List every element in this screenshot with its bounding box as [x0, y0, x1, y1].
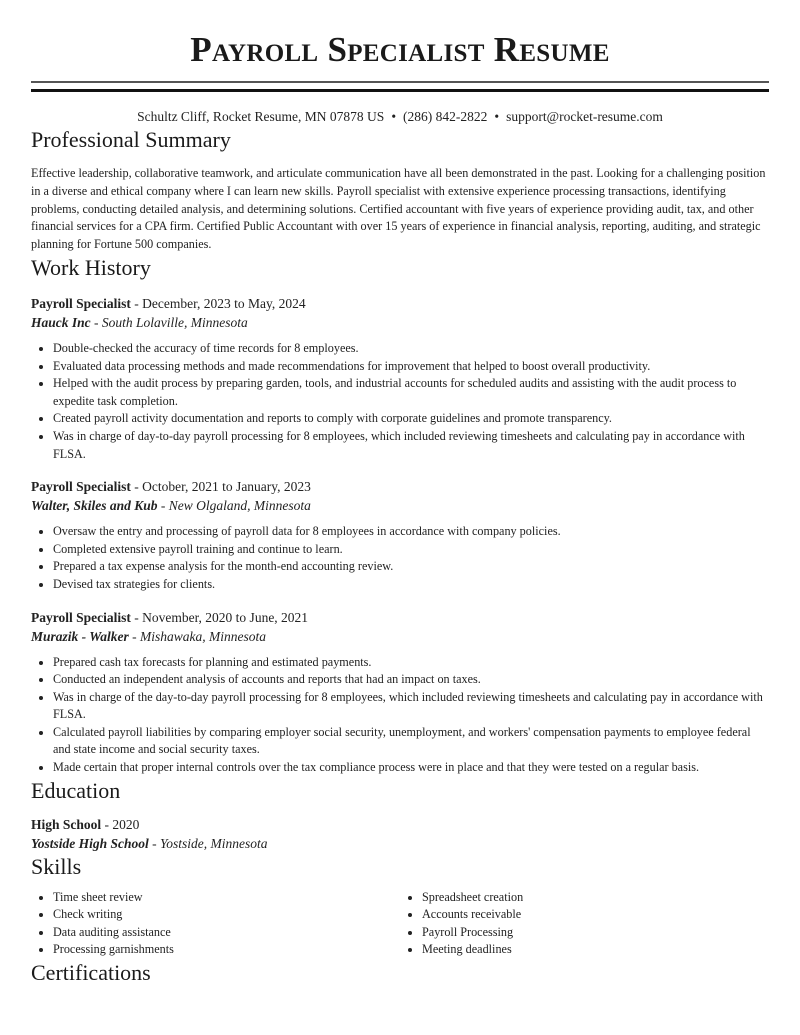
separator-dot: •	[494, 109, 500, 124]
section-heading-work-history: Work History	[31, 254, 151, 280]
section-heading-summary: Professional Summary	[31, 127, 231, 152]
skill-item: • Check writing	[53, 906, 400, 924]
job-dates: - December, 2023 to May, 2024	[130, 295, 306, 311]
skills-column-left	[31, 889, 400, 959]
skill-item: • Time sheet review	[53, 889, 400, 907]
job-entry	[31, 608, 769, 777]
list-item: • Completed extensive payroll training and continue to learn.	[53, 541, 769, 559]
job-entry	[31, 477, 769, 593]
section-heading-certifications: Certifications	[31, 960, 151, 986]
list-item: • Prepared a tax expense analysis for the month-end accounting review.	[53, 558, 769, 576]
skill-item: • Meeting deadlines	[422, 941, 769, 959]
list-item: • Double-checked the accuracy of time records for 8 employees.	[53, 340, 769, 358]
skills-column-right	[400, 889, 769, 959]
education-school: Yostside High School	[31, 835, 149, 851]
title-divider	[31, 81, 769, 92]
skill-item: • Spreadsheet creation	[422, 889, 769, 907]
job-bullets	[31, 654, 769, 777]
job-title: Payroll Specialist	[31, 609, 131, 625]
job-entry	[31, 294, 769, 463]
education-school-line	[31, 834, 769, 853]
job-title-line	[31, 477, 769, 496]
skill-item: • Accounts receivable	[422, 906, 769, 924]
summary-text: Effective leadership, collaborative teamwork, and articulate communication have all been demonstrated in the past. Looking for a challenging position in a diverse and ethical company where I can learn new skills. Payroll specialist with extensive experience processing transactions, identifying problems, conducting detailed analysis, and determining solutions. Certified accountant with five years of experience providing audit, tax, and other financial services for a CPA firm. Certified Public Accountant with over 15 years of experience in financial analysis, reporting, auditing, and strategic planning for Fortune 500 companies.	[31, 166, 766, 252]
education-entry	[31, 815, 769, 853]
job-bullets	[31, 340, 769, 463]
list-item: • Devised tax strategies for clients.	[53, 576, 769, 594]
job-company: Hauck Inc	[31, 314, 91, 330]
job-company: Murazik - Walker	[31, 628, 129, 644]
skills-list	[31, 889, 769, 959]
job-company-line	[31, 313, 769, 332]
list-item: • Oversaw the entry and processing of payroll data for 8 employees in accordance with company policies.	[53, 523, 769, 541]
education-year: - 2020	[101, 816, 140, 832]
contact-email: support@rocket-resume.com	[506, 109, 663, 124]
list-item: • Made certain that proper internal controls over the tax compliance process were in place and that they were tested on a regular basis.	[53, 759, 769, 777]
job-company-line	[31, 496, 769, 515]
skill-item: • Data auditing assistance	[53, 924, 400, 942]
list-item: • Prepared cash tax forecasts for planning and estimated payments.	[53, 654, 769, 672]
contact-phone: (286) 842-2822	[403, 109, 488, 124]
education-degree: High School	[31, 816, 102, 832]
contact-line	[31, 108, 769, 126]
contact-address: Schultz Cliff, Rocket Resume, MN 07878 US	[137, 109, 385, 124]
job-title: Payroll Specialist	[31, 295, 131, 311]
list-item: • Created payroll activity documentation and reports to comply with corporate guidelines and promote transparency.	[53, 410, 769, 428]
separator-dot: •	[391, 109, 397, 124]
list-item: • Was in charge of the day-to-day payroll processing for 8 employees, which included reviewing timesheets and calculating pay in accordance with FLSA.	[53, 689, 769, 724]
skill-item: • Payroll Processing	[422, 924, 769, 942]
job-dates: - October, 2021 to January, 2023	[130, 479, 311, 495]
list-item: • Was in charge of day-to-day payroll processing for 8 employees, which included reviewing timesheets and calculating pay in accordance with FLSA.	[53, 428, 769, 463]
skill-item: • Processing garnishments	[53, 941, 400, 959]
list-item: • Calculated payroll liabilities by comparing employer social security, unemployment, and workers' compensation payments to employee federal and state income and social security taxes.	[53, 724, 769, 759]
job-company: Walter, Skiles and Kub	[31, 498, 158, 514]
list-item: • Conducted an independent analysis of accounts and reports that had an impact on taxes.	[53, 671, 769, 689]
job-location: - South Lolaville, Minnesota	[90, 314, 248, 330]
job-title: Payroll Specialist	[31, 479, 131, 495]
section-heading-skills: Skills	[31, 853, 82, 879]
education-location: - Yostside, Minnesota	[148, 835, 268, 851]
job-title-line	[31, 294, 769, 313]
job-dates: - November, 2020 to June, 2021	[130, 609, 309, 625]
job-title-line	[31, 608, 769, 627]
job-location: - Mishawaka, Minnesota	[128, 628, 267, 644]
job-bullets	[31, 523, 769, 593]
list-item: • Evaluated data processing methods and made recommendations for improvement that helped to boost overall productivity.	[53, 358, 769, 376]
resume-title: Payroll Specialist Resume	[190, 30, 610, 69]
job-company-line	[31, 627, 769, 646]
job-location: - New Olgaland, Minnesota	[157, 498, 311, 514]
section-heading-education: Education	[31, 777, 121, 803]
list-item: • Helped with the audit process by preparing garden, tools, and industrial accounts for scheduled audits and assisting with the audit process to expedite task completion.	[53, 375, 769, 410]
education-degree-line	[31, 815, 769, 834]
